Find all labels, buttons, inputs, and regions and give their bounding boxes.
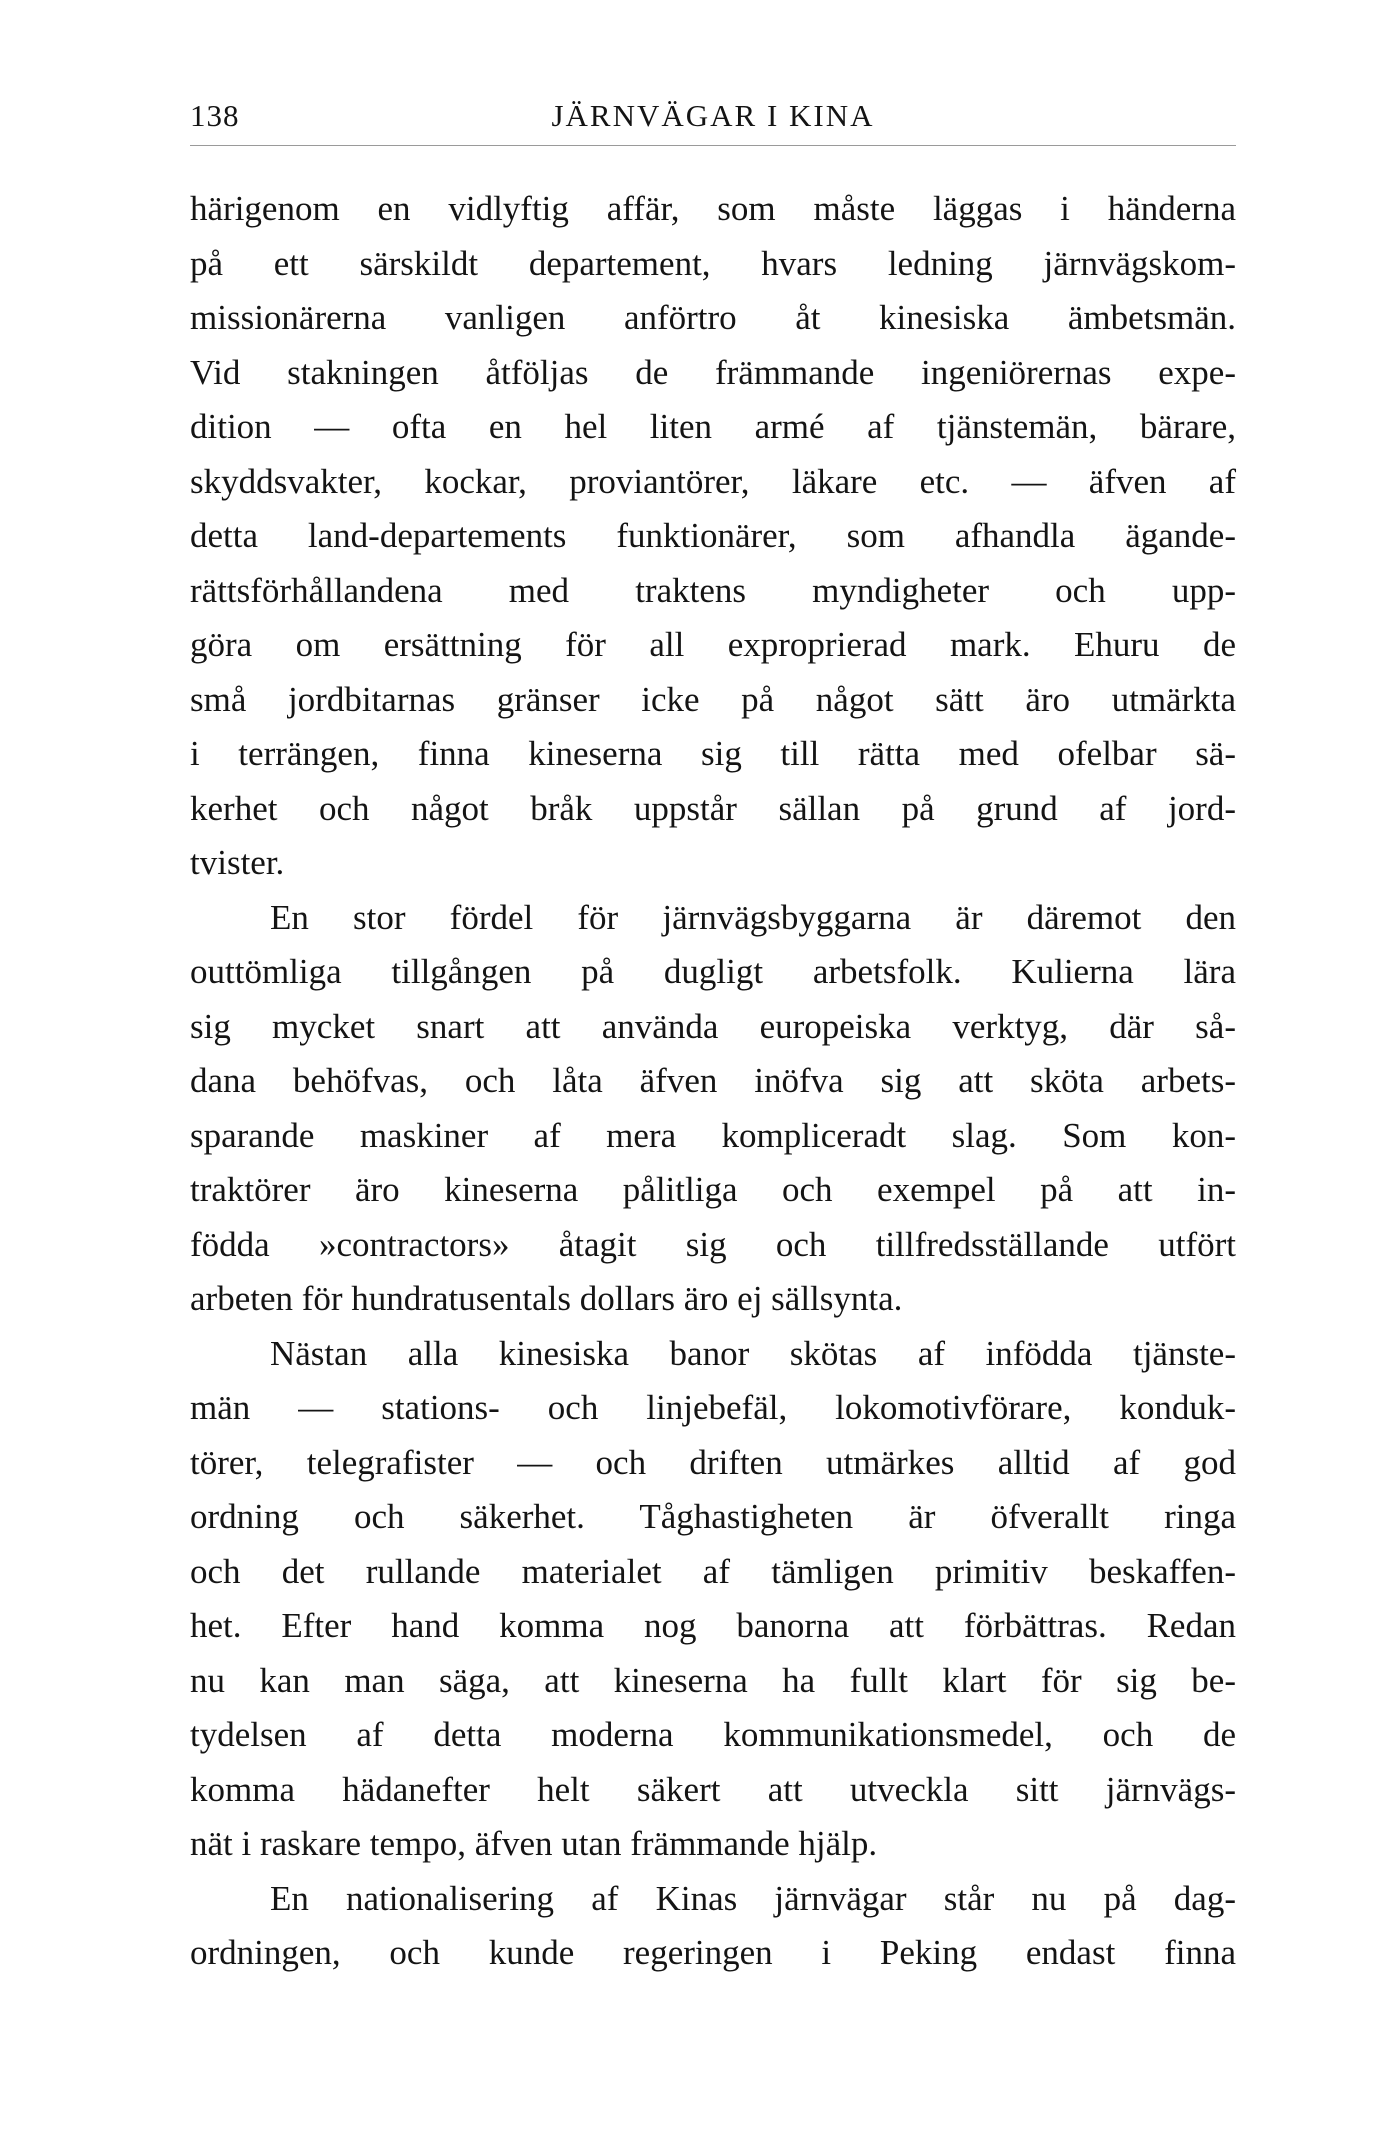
text-line: nät i raskare tempo, äfven utan främmande hjälp. [190, 1824, 878, 1863]
text-line: små jordbitarnas gränser icke på något sätt äro utmärkta [190, 679, 1236, 719]
text-line: traktörer äro kineserna pålitliga och exempel på att in- [190, 1170, 1236, 1209]
text-line: härigenom en vidlyftig affär, som måste läggas i händerna [190, 189, 1236, 228]
text-line: göra om ersättning för all exproprierad mark. Ehuru de [190, 625, 1236, 664]
text-line: het. Efter hand komma nog banorna att förbättras. Redan [190, 1606, 1236, 1645]
text-line: Nästan alla kinesiska banor skötas af infödda tjänste- [270, 1333, 1236, 1373]
text-line: komma hädanefter helt säkert att utveckla sitt järnvägs- [190, 1769, 1236, 1809]
text-line: nu kan man säga, att kineserna ha fullt klart för sig be- [190, 1660, 1236, 1700]
text-line: män — stations- och linjebefäl, lokomotivförare, konduk- [190, 1388, 1236, 1427]
text-line: outtömliga tillgången på dugligt arbetsfolk. Kulierna lära [190, 952, 1236, 991]
text-line: dana behöfvas, och låta äfven inöfva sig att sköta arbets- [190, 1061, 1236, 1100]
text-line: missionärerna vanligen anförtro åt kinesiska ämbetsmän. [190, 298, 1236, 337]
text-line: detta land-departements funktionärer, som afhandla ägande- [190, 516, 1236, 555]
text-line: En nationalisering af Kinas järnvägar står nu på dag- [270, 1878, 1236, 1918]
text-line: tvister. [190, 843, 285, 882]
text-line: skyddsvakter, kockar, proviantörer, läkare etc. — äfven af [190, 461, 1236, 501]
text-line: på ett särskildt departement, hvars ledning järnvägskom- [190, 243, 1236, 283]
text-line: rättsförhållandena med traktens myndigheter och upp- [190, 570, 1236, 610]
text-line: i terrängen, finna kineserna sig till rätta med ofelbar sä- [190, 734, 1236, 773]
text-line: törer, telegrafister — och driften utmärkes alltid af god [190, 1442, 1236, 1482]
page-number: 138 [190, 98, 240, 133]
text-line: ordningen, och kunde regeringen i Peking endast finna [190, 1933, 1236, 1972]
text-line: En stor fördel för järnvägsbyggarna är däremot den [270, 897, 1236, 937]
text-line: och det rullande materialet af tämligen primitiv beskaffen- [190, 1551, 1236, 1591]
text-line: ordning och säkerhet. Tåghastigheten är öfverallt ringa [190, 1497, 1236, 1536]
text-line: arbeten för hundratusentals dollars äro ej sällsynta. [190, 1279, 903, 1318]
text-line: dition — ofta en hel liten armé af tjänstemän, bärare, [190, 407, 1236, 446]
text-line: Vid stakningen åtföljas de främmande ingeniörernas expe- [190, 352, 1236, 392]
body-text [190, 182, 1236, 1981]
text-line: sparande maskiner af mera kompliceradt slag. Som kon- [190, 1115, 1236, 1155]
text-line: kerhet och något bråk uppstår sällan på grund af jord- [190, 788, 1236, 828]
text-line: födda »contractors» åtagit sig och tillfredsställande utfört [190, 1224, 1236, 1264]
text-line: sig mycket snart att använda europeiska verktyg, där så- [190, 1006, 1236, 1046]
running-head [190, 98, 1236, 138]
running-title: JÄRNVÄGAR I KINA [551, 98, 875, 133]
header-rule [190, 145, 1236, 146]
text-line: tydelsen af detta moderna kommunikationsmedel, och de [190, 1715, 1236, 1754]
